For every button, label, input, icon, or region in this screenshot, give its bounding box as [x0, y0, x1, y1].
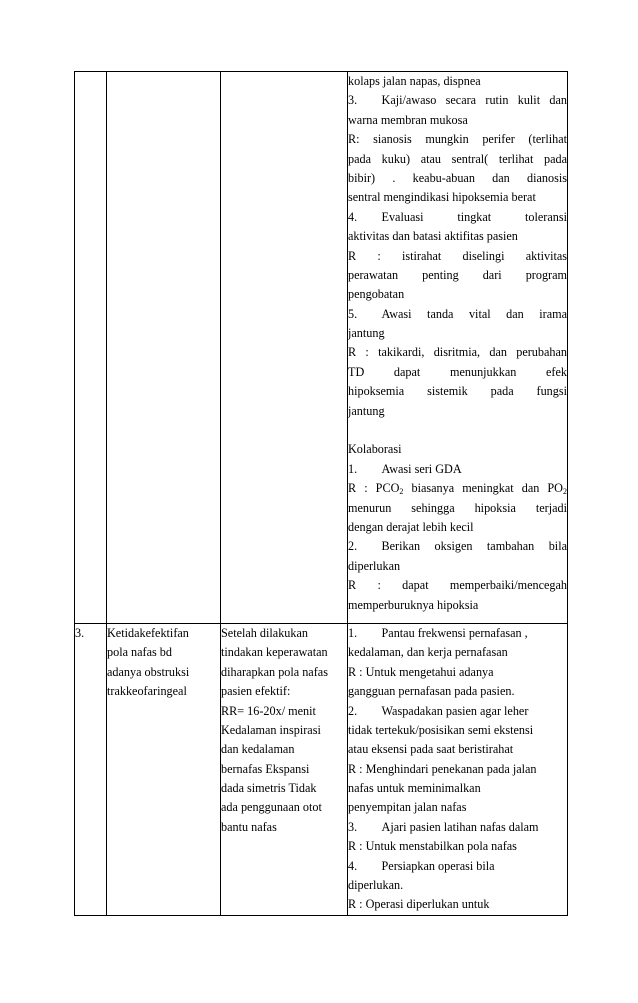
cell-diagnosis [107, 623, 221, 915]
text-line: Ketidakefektifan [107, 625, 189, 640]
text-line: menurun sehingga hipoksia terjadi [348, 500, 567, 515]
nursing-care-plan-table [74, 71, 568, 916]
text-line: jantung [348, 403, 385, 418]
cell-number-empty [75, 72, 107, 624]
text-line: jantung [348, 326, 385, 341]
text-line: sentral mengindikasi hipoksemia berat [348, 190, 536, 205]
text-line: pada kuku) atau sentral( terlihat pada [348, 151, 567, 166]
cell-intervention [348, 623, 568, 915]
text-line: R : Operasi diperlukan untuk [348, 897, 490, 912]
text-line: diperlukan [348, 558, 401, 573]
text-line-gas: R : $PCO_2$ biasanya meningkat dan $PO_2$ [348, 481, 567, 497]
text-line: memperburuknya hipoksia [348, 597, 479, 612]
text-line: pasien efektif: [221, 684, 291, 699]
cell-diagnosis-empty [107, 72, 221, 624]
text-line: 1. Pantau frekwensi pernafasan , [348, 625, 528, 640]
text-line: R : takikardi, disritmia, dan perubahan [348, 345, 567, 360]
text-line: dengan derajat lebih kecil [348, 519, 474, 534]
text-line: 3. Kaji/awaso secara rutin kulit dan [348, 93, 567, 108]
text-line: nafas untuk meminimalkan [348, 781, 481, 796]
text-line: R : dapat memperbaiki/mencegah [348, 578, 567, 593]
cell-goal [221, 623, 348, 915]
text-line: R : Untuk mengetahui adanya [348, 664, 494, 679]
text-line: 1. Awasi seri GDA [348, 461, 462, 476]
text-line: diharapkan pola nafas [221, 664, 328, 679]
text-line: 4. Persiapkan operasi bila [348, 858, 495, 873]
text-line: warna membran mukosa [348, 112, 468, 127]
text-line: 2. Berikan oksigen tambahan bila [348, 539, 567, 554]
table-row-continued [75, 72, 568, 624]
text-line: RR= 16-20x/ menit [221, 703, 316, 718]
text-line: tidak tertekuk/posisikan semi ekstensi [348, 722, 534, 737]
text-line: kolaps jalan napas, dispnea [348, 74, 481, 88]
text-line: hipoksemia sistemik pada fungsi [348, 384, 567, 399]
cell-intervention-continued [348, 72, 568, 624]
text-line: 3. Ajari pasien latihan nafas dalam [348, 819, 539, 834]
text-line: R: sianosis mungkin perifer (terlihat [348, 132, 567, 147]
table-row-3 [75, 623, 568, 915]
row-number: 3. [75, 625, 85, 640]
text-line: ada penggunaan otot [221, 800, 322, 815]
blank-line [348, 421, 567, 440]
text-line: kedalaman, dan kerja pernafasan [348, 645, 508, 660]
text-line: adanya obstruksi [107, 664, 190, 679]
text-line: atau eksensi pada saat beristirahat [348, 742, 514, 757]
text-line: aktivitas dan batasi aktifitas pasien [348, 229, 518, 244]
text-line: pola nafas bd [107, 645, 172, 660]
text-line: penyempitan jalan nafas [348, 800, 467, 815]
text-line: pengobatan [348, 287, 405, 302]
section-heading: Kolaborasi [348, 442, 402, 457]
text-line: Setelah dilakukan [221, 625, 308, 640]
text-line: 2. Waspadakan pasien agar leher [348, 703, 529, 718]
text-line: trakkeofaringeal [107, 684, 187, 699]
text-line: tindakan keperawatan [221, 645, 328, 660]
text-line: Kedalaman inspirasi [221, 722, 321, 737]
text-line: bernafas Ekspansi [221, 761, 310, 776]
text-line: R : Menghindari penekanan pada jalan [348, 761, 537, 776]
text-line: R : Untuk menstabilkan pola nafas [348, 839, 517, 854]
text-line: dada simetris Tidak [221, 781, 317, 796]
text-line: bantu nafas [221, 819, 277, 834]
text-line: 5. Awasi tanda vital dan irama [348, 306, 567, 321]
cell-number [75, 623, 107, 915]
text-line: perawatan penting dari program [348, 267, 567, 282]
text-line: gangguan pernafasan pada pasien. [348, 684, 515, 699]
text-line: TD dapat menunjukkan efek [348, 364, 567, 379]
text-line: dan kedalaman [221, 742, 295, 757]
text-line: diperlukan. [348, 878, 404, 893]
text-line: R : istirahat diselingi aktivitas [348, 248, 567, 263]
text-line: bibir) . keabu-abuan dan dianosis [348, 170, 567, 185]
cell-goal-empty [221, 72, 348, 624]
text-line: 4. Evaluasi tingkat toleransi [348, 209, 567, 224]
